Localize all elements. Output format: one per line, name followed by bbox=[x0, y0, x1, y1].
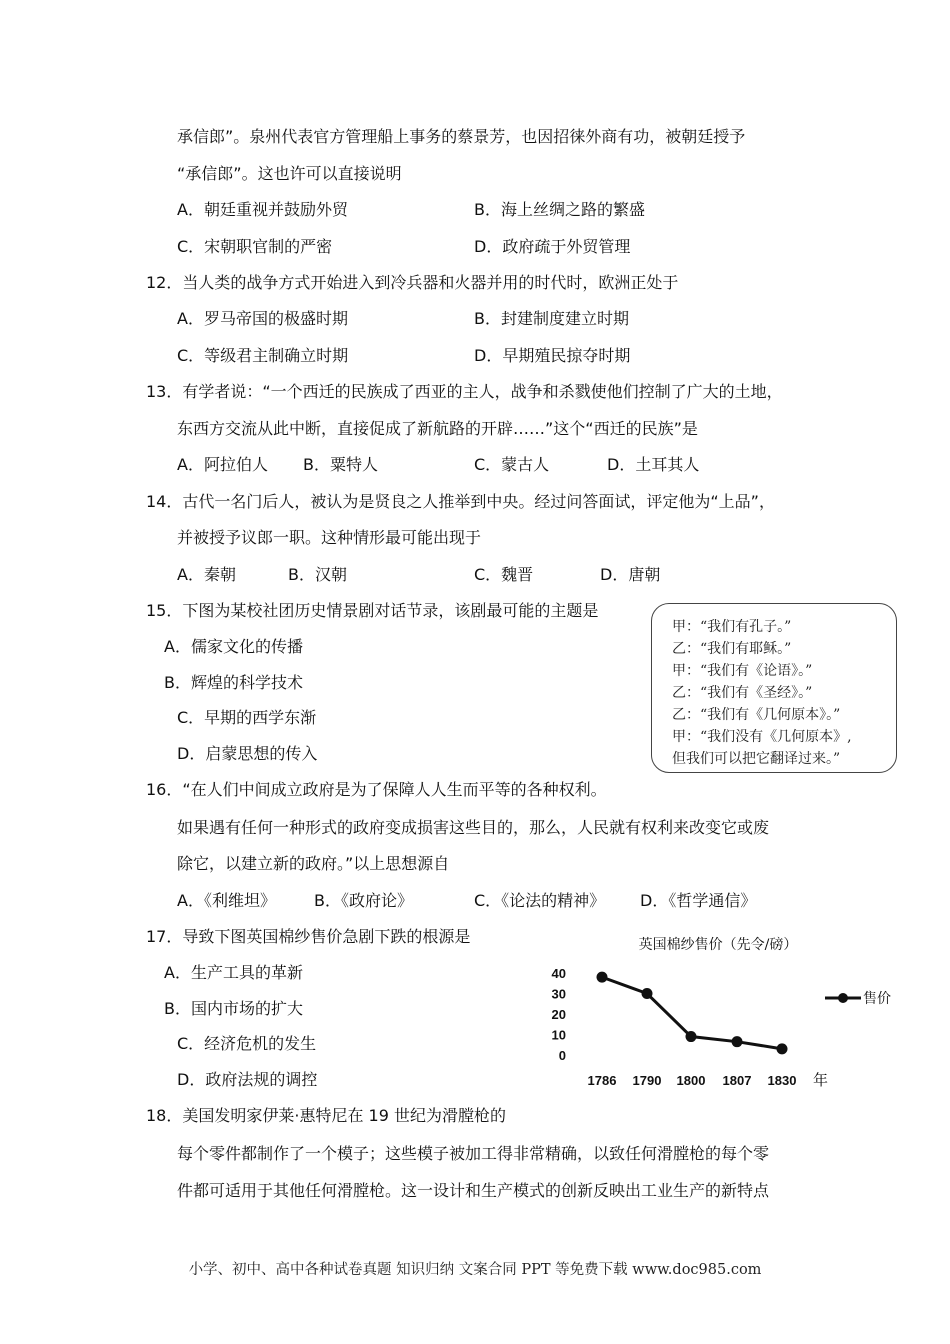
x-axis-label: 年 bbox=[813, 1071, 829, 1089]
data-point-1790 bbox=[642, 988, 653, 999]
legend-marker bbox=[838, 993, 848, 1003]
dialog-line-7: 但我们可以把它翻译过来。” bbox=[672, 751, 841, 767]
q12-option-b: B．封建制度建立时期 bbox=[474, 309, 629, 328]
y-tick-label: 0 bbox=[558, 1048, 566, 1063]
dialog-line-3: 甲：“我们有《论语》。” bbox=[672, 663, 813, 679]
q13-stem-line1: 13．有学者说：“一个西迁的民族成了西亚的主人，战争和杀戮使他们控制了广大的土地， bbox=[146, 382, 783, 401]
q13-option-d: D．土耳其人 bbox=[607, 455, 700, 474]
q14-option-b: B．汉朝 bbox=[288, 565, 347, 584]
q11-stem-line1: 承信郎”。泉州代表官方管理船上事务的蔡景芳，也因招徕外商有功，被朝廷授予 bbox=[177, 127, 746, 146]
q15-option-b: B．辉煌的科学技术 bbox=[164, 673, 303, 692]
q16-option-c: C．《论法的精神》 bbox=[474, 891, 606, 910]
y-tick-label: 20 bbox=[551, 1007, 566, 1022]
q17-option-d: D．政府法规的调控 bbox=[177, 1070, 318, 1089]
x-tick-label: 1807 bbox=[722, 1073, 752, 1088]
q14-stem-line1: 14．古代一名门后人，被认为是贤良之人推举到中央。经过问答面试，评定他为“上品”， bbox=[146, 492, 775, 511]
q15-option-d: D．启蒙思想的传入 bbox=[177, 744, 318, 763]
q12-option-d: D．早期殖民掠夺时期 bbox=[474, 346, 631, 365]
q15-option-a: A．儒家文化的传播 bbox=[164, 637, 303, 656]
q16-stem-line3: 除它，以建立新的政府。”以上思想源自 bbox=[177, 854, 450, 873]
q13-option-b: B．粟特人 bbox=[303, 455, 378, 474]
q16-option-b: B．《政府论》 bbox=[314, 891, 413, 910]
q12-option-a: A．罗马帝国的极盛时期 bbox=[177, 309, 348, 328]
q13-stem-line2: 东西方交流从此中断，直接促成了新航路的开辟……”这个“西迁的民族”是 bbox=[177, 419, 698, 438]
q15-option-c: C．早期的西学东渐 bbox=[177, 708, 317, 727]
q18-stem-line3: 件都可适用于其他任何滑膛枪。这一设计和生产模式的创新反映出工业生产的新特点 bbox=[177, 1181, 770, 1200]
dialog-line-4: 乙：“我们有《圣经》。” bbox=[672, 685, 813, 701]
data-point-1800 bbox=[686, 1031, 697, 1042]
q14-option-d: D．唐朝 bbox=[600, 565, 661, 584]
data-point-1786 bbox=[597, 972, 608, 983]
legend-label: 售价 bbox=[863, 991, 891, 1007]
cotton-price-chart bbox=[530, 930, 900, 1095]
q18-stem-line2: 每个零件都制作了一个模子；这些模子被加工得非常精确，以致任何滑膛枪的每个零 bbox=[177, 1144, 770, 1163]
q11-stem-line2: “承信郎”。这也许可以直接说明 bbox=[177, 164, 402, 183]
footer-text: 小学、初中、高中各种试卷真题 知识归纳 文案合同 PPT 等免费下载 www.doc985.com bbox=[188, 1262, 762, 1278]
x-tick-label: 1830 bbox=[767, 1073, 797, 1088]
q16-stem-line2: 如果遇有任何一种形式的政府变成损害这些目的，那么，人民就有权利来改变它或废 bbox=[177, 818, 770, 837]
q17-option-c: C．经济危机的发生 bbox=[177, 1034, 317, 1053]
chart-title: 英国棉纱售价（先令/磅） bbox=[638, 937, 798, 953]
dialog-line-5: 乙：“我们有《几何原本》。” bbox=[672, 707, 841, 723]
q15-stem: 15．下图为某校社团历史情景剧对话节录，该剧最可能的主题是 bbox=[146, 601, 599, 620]
q11-option-b: B．海上丝绸之路的繁盛 bbox=[474, 200, 645, 219]
q17-stem: 17．导致下图英国棉纱售价急剧下跌的根源是 bbox=[146, 927, 471, 946]
q17-option-a: A．生产工具的革新 bbox=[164, 963, 303, 982]
q16-option-a: A．《利维坦》 bbox=[177, 891, 276, 910]
dialog-line-1: 甲：“我们有孔子。” bbox=[672, 619, 792, 635]
q13-option-c: C．蒙古人 bbox=[474, 455, 550, 474]
x-tick-label: 1790 bbox=[632, 1073, 662, 1088]
q11-option-d: D．政府疏于外贸管理 bbox=[474, 237, 631, 256]
x-tick-label: 1786 bbox=[587, 1073, 617, 1088]
q16-stem-line1: 16．“在人们中间成立政府是为了保障人人生而平等的各种权利。 bbox=[146, 780, 607, 799]
q18-stem-line1: 18．美国发明家伊莱·惠特尼在 19 世纪为滑膛枪的 bbox=[146, 1106, 506, 1125]
q12-option-c: C．等级君主制确立时期 bbox=[177, 346, 349, 365]
data-point-1830 bbox=[777, 1043, 788, 1054]
y-tick-label: 30 bbox=[551, 986, 566, 1002]
q12-stem: 12．当人类的战争方式开始进入到冷兵器和火器并用的时代时，欧洲正处于 bbox=[146, 273, 679, 292]
dialog-line-6: 甲：“我们没有《几何原本》, bbox=[672, 729, 852, 745]
data-point-1807 bbox=[732, 1036, 743, 1047]
q14-option-c: C．魏晋 bbox=[474, 565, 534, 584]
y-tick-label: 40 bbox=[551, 966, 566, 981]
q14-option-a: A．秦朝 bbox=[177, 565, 236, 584]
y-tick-label: 10 bbox=[551, 1027, 566, 1043]
q17-option-b: B．国内市场的扩大 bbox=[164, 999, 303, 1018]
x-tick-label: 1800 bbox=[676, 1073, 706, 1088]
q11-option-a: A．朝廷重视并鼓励外贸 bbox=[177, 200, 348, 219]
q13-option-a: A．阿拉伯人 bbox=[177, 455, 268, 474]
dialog-line-2: 乙：“我们有耶稣。” bbox=[672, 641, 792, 657]
dialog-box bbox=[651, 603, 897, 773]
q16-option-d: D．《哲学通信》 bbox=[640, 891, 757, 910]
q11-option-c: C．宋朝职官制的严密 bbox=[177, 237, 333, 256]
q14-stem-line2: 并被授予议郎一职。这种情形最可能出现于 bbox=[177, 528, 482, 547]
